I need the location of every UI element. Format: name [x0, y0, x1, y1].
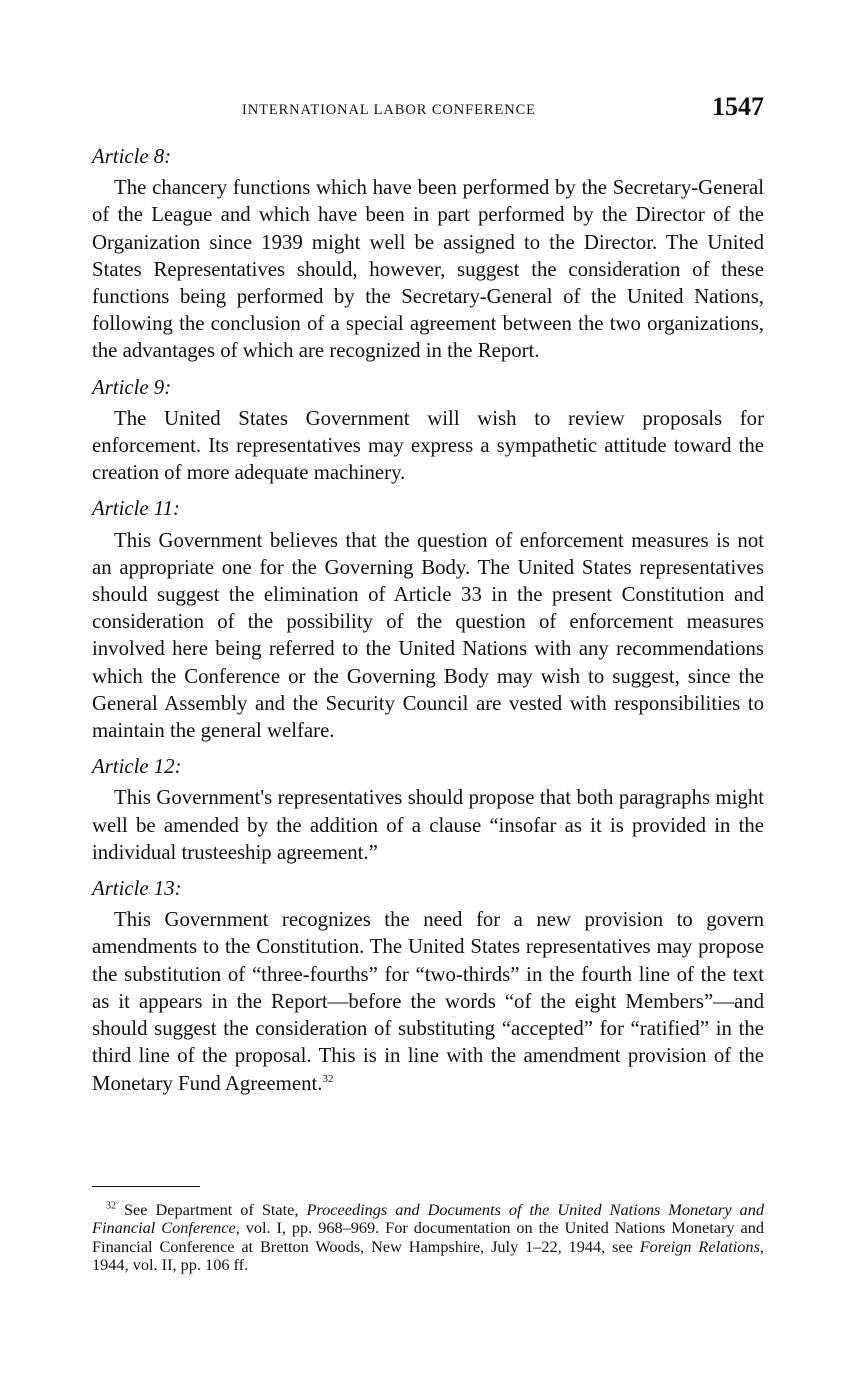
article-paragraph: This Government believes that the question of enforcement measures is not an appropriate one for the Governing Body. The United States representatives should suggest the elimination of Article 33 in the present Constitution and consideration of the possibility of the question of enforcement measures involved here being referred to the United Nations with any recommendations which the Conference or the Governing Body may wish to suggest, since the General Assembly and the Security Council are vested with responsibilities to maintain the general welfare.	[92, 528, 764, 743]
footnote-divider	[92, 1186, 200, 1187]
footnote-middle: , vol. I, pp. 968–969. For documentation on the United Nations Monetary and Financial Conference at Bretton Woods, New Hampshire, July 1–22, 1944, see	[92, 1218, 764, 1256]
article-paragraph: The United States Government will wish to review proposals for enforcement. Its representatives may express a sympathetic attitude toward the creation of more adequate machinery.	[92, 406, 764, 485]
footnote-title-proceedings: Proceedings and Documents of the United Nations Monetary and Financial Conference	[92, 1200, 764, 1238]
running-title: INTERNATIONAL LABOR CONFERENCE	[242, 102, 536, 118]
footnote-marker: 32	[106, 1200, 116, 1212]
article-heading: Article 12:	[92, 755, 182, 779]
article-paragraph: This Government's representatives should propose that both paragraphs might well be amended by the addition of a clause “insofar as it is provided in the individual trusteeship agreement.”	[92, 786, 764, 864]
page-body	[92, 143, 764, 1106]
footnote-title-foreign-relations: Foreign Relations	[639, 1236, 760, 1256]
article-heading: Article 11:	[92, 497, 180, 521]
article-paragraph	[92, 906, 764, 1096]
article-section	[92, 374, 764, 487]
page-header	[92, 92, 764, 126]
article-heading: Article 9:	[92, 375, 172, 399]
page-number: 1547	[712, 92, 764, 121]
footnote-tail: , 1944, vol. II, pp. 106 ff.	[92, 1236, 764, 1275]
article-paragraph: The chancery functions which have been performed by the Secretary-General of the League and which have been in part performed by the Director of the Organization since 1939 might well be assigned to the Director. The United States Representatives should, however, suggest the consideration of these functions being performed by the Secretary-General of the United Nations, following the conclusion of a special agreement between the two organizations, the advantages of which are recognized in the Report.	[92, 176, 764, 363]
article-section	[92, 143, 764, 365]
article-section	[92, 753, 764, 866]
article-heading: Article 8:	[92, 145, 172, 168]
article-section	[92, 875, 764, 1097]
article-heading: Article 13:	[92, 877, 182, 901]
footnote-lead: See Department of State,	[123, 1200, 299, 1219]
footnote-reference[interactable]: 32	[322, 1072, 334, 1085]
article-paragraph-text: This Government recognizes the need for a new provision to govern amendments to the Constitution. The United States representatives may propose the substitution of “three-fourths” for “two-thirds” in the fourth line of the text as it appears in the Report—before the words “of the eight Members”—and should suggest the consideration of substituting “accepted” for “ratified” in the third line of the proposal. This is in line with the amendment provision of the Monetary Fund Agreement.	[92, 908, 764, 1095]
footnote	[92, 1201, 764, 1275]
article-section	[92, 495, 764, 744]
